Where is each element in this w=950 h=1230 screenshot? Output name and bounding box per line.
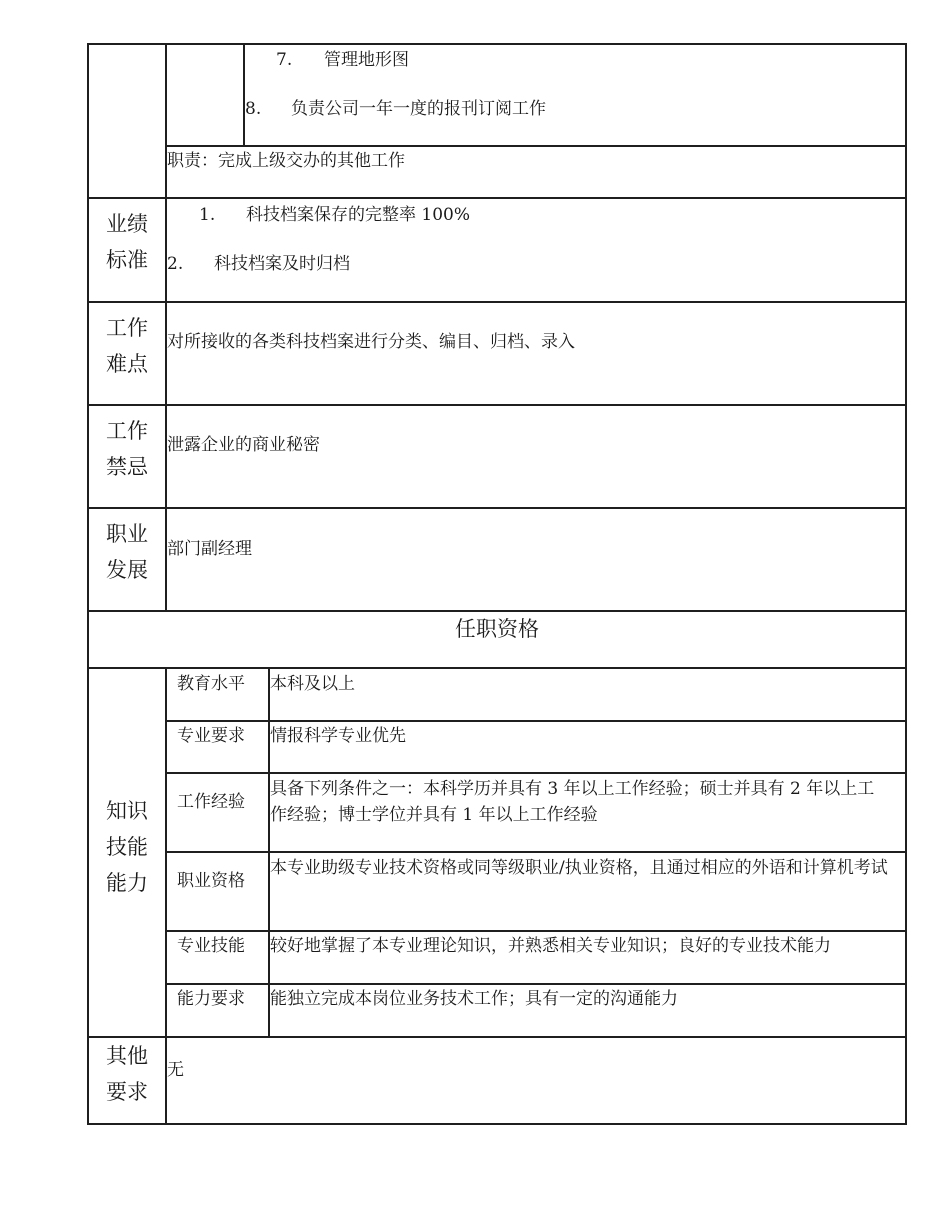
- duty-item-8: [245, 96, 546, 122]
- knowledge-label-line3: 能力: [106, 871, 148, 895]
- performance-item-2: [167, 251, 350, 277]
- experience-key: 工作经验: [177, 792, 245, 812]
- row-divider: [165, 930, 907, 932]
- row-divider: [87, 667, 907, 669]
- taboo-text: 泄露企业的商业秘密: [167, 435, 320, 455]
- column-divider: [165, 43, 167, 612]
- taboo-label: [89, 413, 165, 485]
- ability-value: 能独立完成本岗位业务技术工作；具有一定的沟通能力: [270, 989, 678, 1009]
- duty-item-7-text: 管理地形图: [324, 50, 409, 70]
- difficulty-label-line2: 难点: [106, 352, 148, 376]
- duty-item-7: [276, 47, 409, 73]
- performance-item-2-number: 2.: [167, 254, 184, 274]
- row-divider: [87, 1036, 907, 1038]
- knowledge-label: [89, 793, 165, 901]
- difficulty-label-line1: 工作: [106, 316, 148, 340]
- major-key: 专业要求: [177, 726, 245, 746]
- major-value: 情报科学专业优先: [270, 726, 406, 746]
- duty-item-7-number: 7.: [276, 50, 293, 70]
- duty-item-8-text: 负责公司一年一度的报刊订阅工作: [291, 99, 546, 119]
- difficulty-text: 对所接收的各类科技档案进行分类、编目、归档、录入: [167, 332, 575, 352]
- performance-label: [89, 206, 165, 278]
- performance-label-line2: 标准: [106, 248, 148, 272]
- row-divider: [87, 610, 907, 612]
- column-divider: [243, 43, 245, 147]
- row-divider: [165, 851, 907, 853]
- taboo-label-line2: 禁忌: [106, 455, 148, 479]
- education-value: 本科及以上: [270, 674, 355, 694]
- performance-item-2-text: 科技档案及时归档: [214, 254, 350, 274]
- other-label: [89, 1038, 165, 1110]
- row-divider: [165, 720, 907, 722]
- row-divider: [87, 301, 907, 303]
- knowledge-label-line1: 知识: [106, 799, 148, 823]
- table-border-right: [905, 43, 907, 1125]
- other-text: 无: [167, 1060, 184, 1080]
- other-label-line2: 要求: [106, 1080, 148, 1104]
- skill-value: 较好地掌握了本专业理论知识，并熟悉相关专业知识；良好的专业技术能力: [270, 936, 831, 956]
- other-duty-text: 职责：完成上级交办的其他工作: [167, 151, 405, 171]
- career-text: 部门副经理: [167, 539, 252, 559]
- row-divider: [165, 145, 907, 147]
- performance-item-1-text: 科技档案保存的完整率 100%: [246, 205, 471, 225]
- row-divider: [87, 404, 907, 406]
- career-label-line2: 发展: [106, 558, 148, 582]
- experience-value: 具备下列条件之一：本科学历并具有 3 年以上工作经验；硕士并具有 2 年以上工作经验；博士学位并具有 1 年以上工作经验: [270, 779, 875, 825]
- ability-key: 能力要求: [177, 989, 245, 1009]
- table-border-top: [87, 43, 907, 45]
- qualification-key: 职业资格: [177, 871, 245, 891]
- row-divider: [165, 772, 907, 774]
- qualification-header: 任职资格: [455, 617, 539, 641]
- other-label-line1: 其他: [106, 1044, 148, 1068]
- knowledge-label-line2: 技能: [106, 835, 148, 859]
- performance-item-1: [199, 202, 470, 228]
- taboo-label-line1: 工作: [106, 419, 148, 443]
- row-divider: [87, 507, 907, 509]
- table-border-bottom: [87, 1123, 907, 1125]
- performance-label-line1: 业绩: [106, 212, 148, 236]
- duty-item-8-number: 8.: [245, 99, 262, 119]
- career-label-line1: 职业: [106, 522, 148, 546]
- performance-item-1-number: 1.: [199, 205, 216, 225]
- row-divider: [87, 197, 907, 199]
- qualification-value: 本专业助级专业技术资格或同等级职业/执业资格，且通过相应的外语和计算机考试: [270, 858, 888, 878]
- row-divider: [165, 983, 907, 985]
- career-label: [89, 516, 165, 588]
- education-key: 教育水平: [177, 674, 245, 694]
- skill-key: 专业技能: [177, 936, 245, 956]
- difficulty-label: [89, 310, 165, 382]
